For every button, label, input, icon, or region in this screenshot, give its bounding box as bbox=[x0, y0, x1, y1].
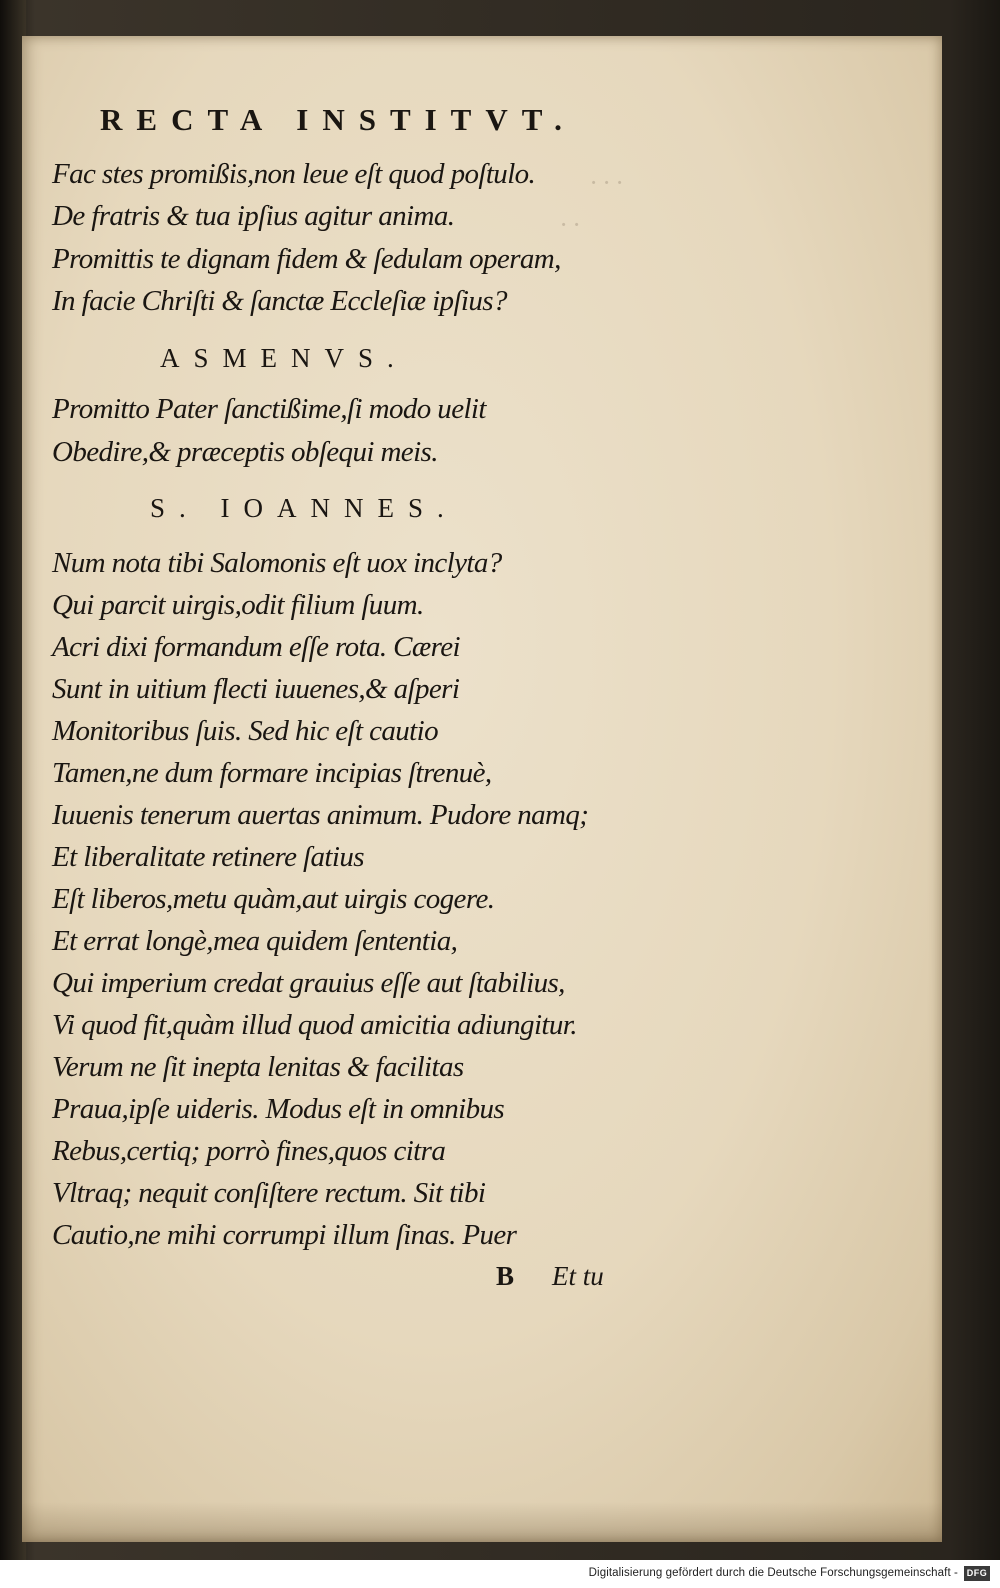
page-bottom-shading bbox=[22, 1502, 942, 1542]
dfg-logo: DFG bbox=[964, 1566, 990, 1581]
text-line: De fratris & tua ipſius agitur anima. bbox=[52, 200, 455, 232]
text-line: Acri dixi formandum eſſe rota. Cærei bbox=[52, 631, 460, 663]
catchword: Et tu bbox=[552, 1261, 604, 1291]
text-line: Promittis te dignam fidem & ſedulam operam, bbox=[52, 243, 561, 275]
text-line: Eſt liberos,metu quàm,aut uirgis cogere. bbox=[52, 883, 495, 915]
text-line: Promitto Pater ſanctißime,ſi modo uelit bbox=[52, 393, 486, 425]
text-line: Et liberalitate retinere ſatius bbox=[52, 841, 364, 873]
show-through-mark: · · · bbox=[590, 168, 623, 197]
text-line: Rebus,certiq; porrò fines,quos citra bbox=[52, 1135, 446, 1167]
text-line: Sunt in uitium flecti iuuenes,& aſperi bbox=[52, 673, 460, 705]
text-line: Vltraq; nequit conſiſtere rectum. Sit tibi bbox=[52, 1177, 486, 1209]
footer-bar bbox=[0, 1560, 1000, 1588]
text-line: Obedire,& præceptis obſequi meis. bbox=[52, 436, 438, 468]
signature-mark: B bbox=[496, 1261, 515, 1291]
text-line: Et errat longè,mea quidem ſententia, bbox=[52, 925, 458, 957]
show-through-mark: · · bbox=[560, 210, 580, 239]
text-line: Tamen,ne dum formare incipias ſtrenuè, bbox=[52, 757, 492, 789]
text-line: Praua,ipſe uideris. Modus eſt in omnibus bbox=[52, 1093, 505, 1125]
text-line: Cautio,ne mihi corrumpi illum ſinas. Puer bbox=[52, 1219, 517, 1251]
funding-note: Digitalisierung gefördert durch die Deutsche Forschungsgemeinschaft - bbox=[588, 1567, 958, 1579]
running-head: RECTA INSTITVT. bbox=[100, 102, 576, 137]
text-line: Verum ne ſit inepta lenitas & facilitas bbox=[52, 1051, 464, 1083]
text-line: In facie Chriſti & ſanctæ Eccleſiæ ipſius? bbox=[52, 285, 507, 317]
text-line: Num nota tibi Salomonis eſt uox inclyta? bbox=[52, 547, 502, 579]
text-line: Qui parcit uirgis,odit filium ſuum. bbox=[52, 589, 424, 621]
speaker-heading-ioannes: S. IOANNES. bbox=[150, 493, 458, 523]
text-line: Vi quod fit,quàm illud quod amicitia adiungitur. bbox=[52, 1009, 577, 1041]
text-line: Iuuenis tenerum auertas animum. Pudore namq; bbox=[52, 799, 589, 831]
text-line: Fac stes promißis,non leue eſt quod poſtulo. bbox=[52, 158, 536, 190]
text-line: Qui imperium credat grauius eſſe aut ſtabilius, bbox=[52, 967, 565, 999]
speaker-heading-asmenus: ASMENVS. bbox=[160, 343, 408, 373]
text-line: Monitoribus ſuis. Sed hic eſt cautio bbox=[52, 715, 438, 747]
